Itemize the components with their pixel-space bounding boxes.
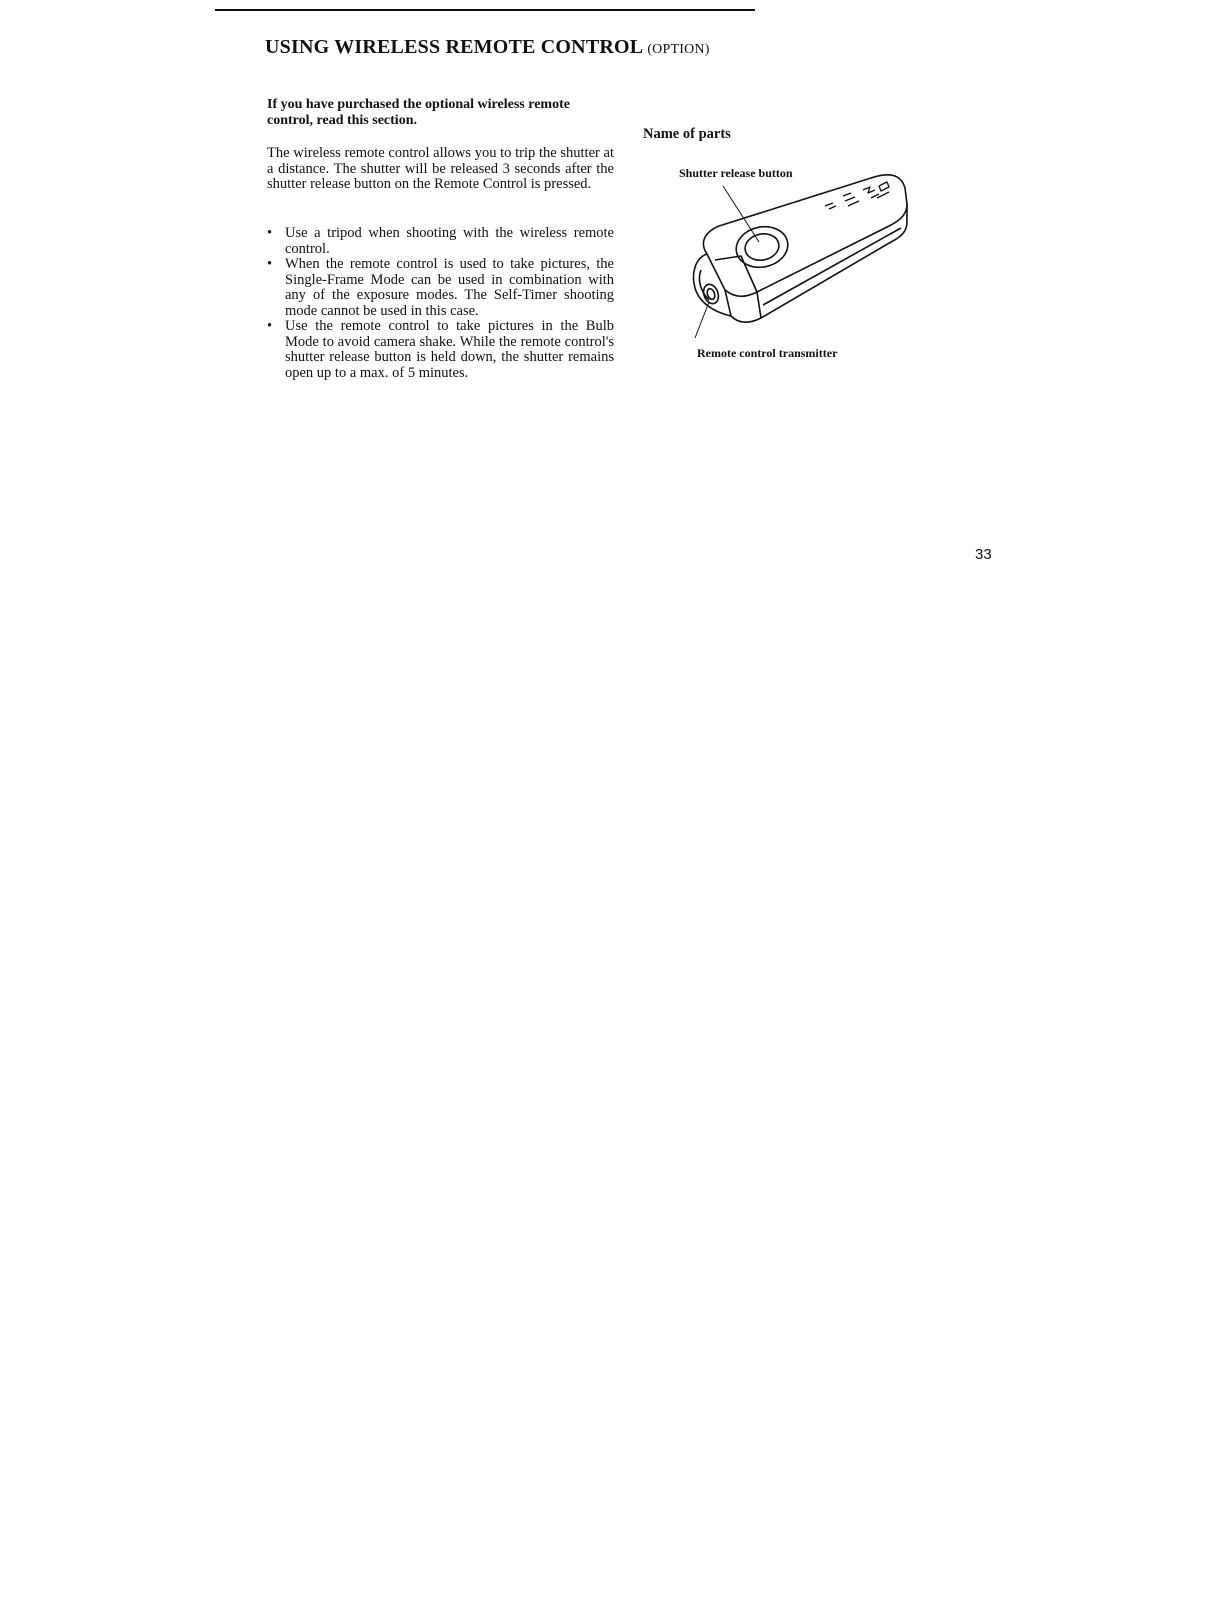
shutter-release-label: Shutter release button bbox=[679, 166, 793, 180]
bullet-icon: • bbox=[267, 318, 273, 334]
remote-control-figure bbox=[675, 162, 945, 362]
transmitter-label: Remote control transmitter bbox=[697, 346, 838, 360]
header-rule bbox=[215, 9, 755, 11]
list-item-text: When the remote control is used to take pictures, the Single-Frame Mode can be used in combination with any of the exposure modes. The Self-Timer shooting mode cannot be used in this case. bbox=[285, 256, 614, 319]
transmitter-leader-line bbox=[695, 302, 709, 338]
bullet-icon: • bbox=[267, 225, 273, 241]
list-item-text: Use the remote control to take pictures in the Bulb Mode to avoid camera shake. While the remote control's shutter release button is held down, the shutter remains open up to a max. of 5 minutes. bbox=[285, 318, 614, 381]
list-item bbox=[267, 319, 614, 381]
list-item-text: Use a tripod when shooting with the wireless remote control. bbox=[285, 225, 614, 257]
description-paragraph: The wireless remote control allows you to trip the shutter at a distance. The shutter will be released 3 seconds after the shutter release button on the Remote Control is pressed. bbox=[267, 145, 614, 192]
remote-body-top bbox=[703, 175, 907, 296]
tips-list bbox=[267, 226, 614, 381]
page-title-option: (OPTION) bbox=[647, 42, 710, 57]
remote-control-illustration bbox=[675, 162, 945, 362]
page-title bbox=[265, 36, 710, 59]
page-number: 33 bbox=[975, 546, 992, 563]
bullet-icon: • bbox=[267, 256, 273, 272]
section-heading: Name of parts bbox=[643, 126, 731, 142]
list-item bbox=[267, 226, 614, 257]
intro-note: If you have purchased the optional wireless remote control, read this section. bbox=[267, 97, 570, 128]
page-title-text: USING WIRELESS REMOTE CONTROL bbox=[265, 36, 644, 58]
list-item bbox=[267, 257, 614, 319]
